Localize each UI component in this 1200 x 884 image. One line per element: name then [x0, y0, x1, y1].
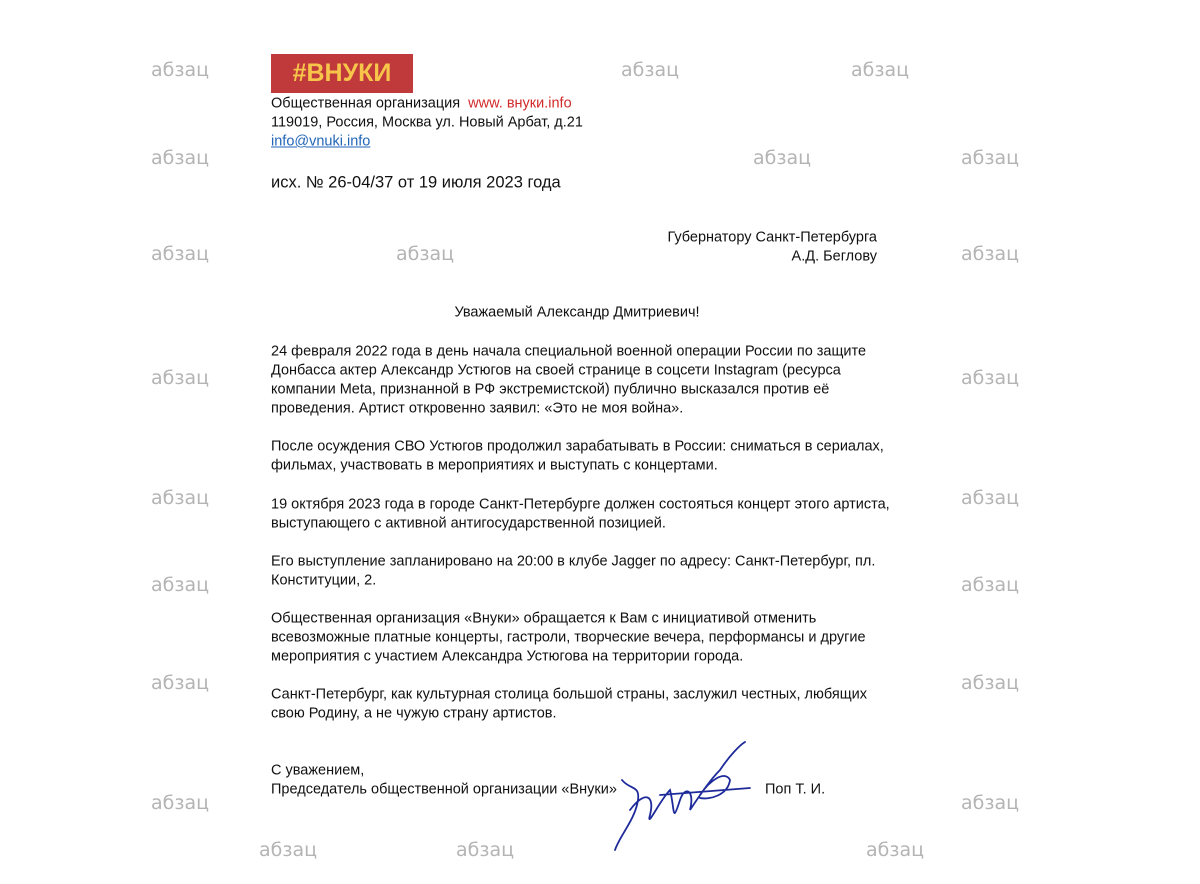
watermark: абзац	[455, 839, 515, 861]
watermark: абзац	[960, 672, 1020, 694]
paragraph-line: Донбасса актер Александр Устюгов на своей странице в соцсети Instagram (ресурса	[271, 362, 841, 379]
reference-number: исх. № 26-04/37 от 19 июля 2023 года	[271, 173, 561, 192]
watermark: абзац	[150, 574, 210, 596]
address: 119019, Россия, Москва ул. Новый Арбат, д.21	[271, 114, 583, 131]
watermark: абзац	[150, 367, 210, 389]
paragraph-line: фильмах, участвовать в мероприятиях и выступать с концертами.	[271, 457, 718, 474]
addressee-title: Губернатору Санкт-Петербурга	[667, 229, 877, 246]
watermark: абзац	[395, 243, 455, 265]
watermark: абзац	[865, 839, 925, 861]
watermark: абзац	[960, 147, 1020, 169]
greeting: Уважаемый Александр Дмитриевич!	[454, 304, 700, 321]
watermark: абзац	[960, 574, 1020, 596]
watermark: абзац	[150, 792, 210, 814]
watermark: абзац	[960, 367, 1020, 389]
paragraph-line: Конституции, 2.	[271, 572, 377, 589]
paragraph-line: выступающего с активной антигосударственной позицией.	[271, 515, 666, 532]
paragraph-line: 24 февраля 2022 года в день начала специальной военной операции России по защите	[271, 343, 867, 360]
signer-name: Поп Т. И.	[765, 781, 826, 798]
addressee-name: А.Д. Беглову	[791, 248, 877, 265]
watermark: абзац	[850, 59, 910, 81]
watermark: абзац	[960, 243, 1020, 265]
regards: С уважением,	[271, 762, 365, 779]
signature	[600, 740, 760, 855]
watermark: абзац	[150, 59, 210, 81]
paragraph-line: компании Meta, признанной в РФ экстремистской) публично высказался против её	[271, 381, 830, 398]
org-line	[271, 95, 572, 114]
watermark: абзац	[150, 147, 210, 169]
paragraph-line: Общественная организация «Внуки» обращается к Вам с инициативой отменить	[271, 610, 817, 627]
paragraph-line: проведения. Артист откровенно заявил: «Это не моя война».	[271, 400, 684, 417]
website-link[interactable]: www. внуки.info	[468, 95, 572, 112]
paragraph-line: всевозможные платные концерты, гастроли, творческие вечера, перформансы и другие	[271, 629, 866, 646]
paragraph-line: Его выступление запланировано на 20:00 в клубе Jagger по адресу: Санкт-Петербург, пл.	[271, 553, 876, 570]
org-label: Общественная организация	[271, 95, 461, 112]
watermark: абзац	[620, 59, 680, 81]
watermark: абзац	[150, 487, 210, 509]
email-link[interactable]: info@vnuki.info	[271, 133, 371, 150]
paragraph-line: Санкт-Петербург, как культурная столица большой страны, заслужил честных, любящих	[271, 686, 867, 703]
paragraph-line: 19 октября 2023 года в городе Санкт-Петербурге должен состояться концерт этого артиста,	[271, 496, 890, 513]
watermark: абзац	[960, 792, 1020, 814]
watermark: абзац	[960, 487, 1020, 509]
watermark: абзац	[258, 839, 318, 861]
paragraph-line: свою Родину, а не чужую страну артистов.	[271, 705, 557, 722]
paragraph-line: После осуждения СВО Устюгов продолжил зарабатывать в России: сниматься в сериалах,	[271, 438, 884, 455]
signer-position: Председатель общественной организации «Внуки»	[271, 781, 617, 798]
paragraph-line: мероприятия с участием Александра Устюгова на территории города.	[271, 648, 744, 665]
watermark: абзац	[752, 147, 812, 169]
watermark: абзац	[150, 672, 210, 694]
watermark: абзац	[150, 243, 210, 265]
logo: #ВНУКИ	[271, 54, 413, 93]
